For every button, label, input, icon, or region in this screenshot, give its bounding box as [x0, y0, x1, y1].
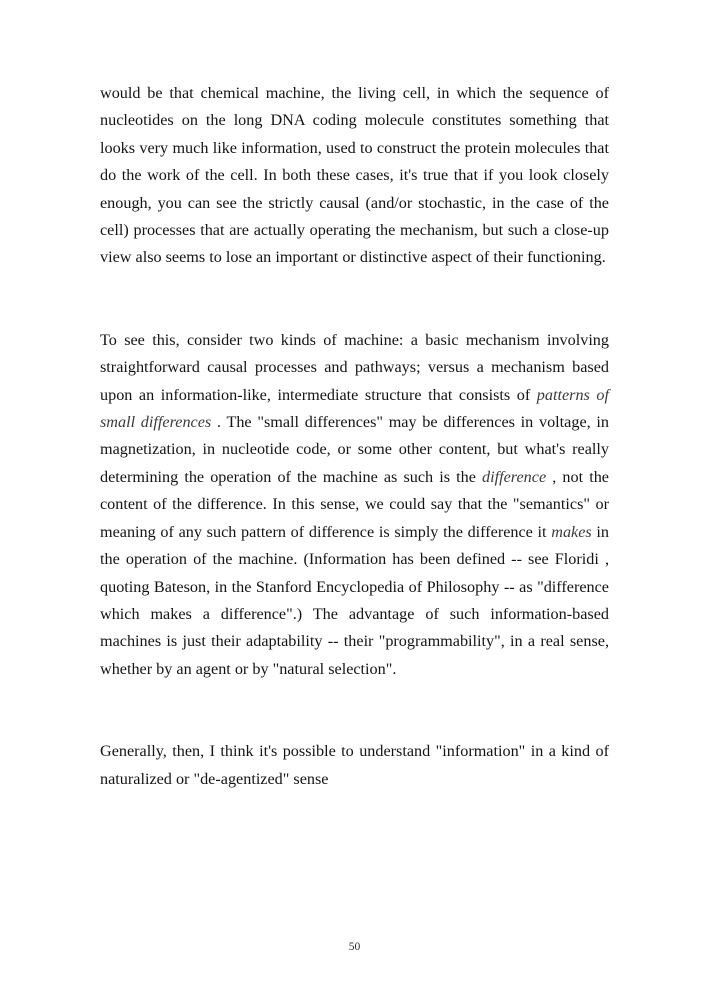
- paragraph-spacer-1: [100, 299, 609, 327]
- paragraph-1-text: would be that chemical machine, the living cell, in which the sequence of nucleotides on the long DNA coding molecule constitutes something that looks very much like information, used to construct the protein molecules that do the work of the cell. In both these cases, it's true that if you look closely enough, you can see the strictly causal (and/or stochastic, in the case of the cell) processes that are actually operating the mechanism, but such a close-up view also seems to lose an important or distinctive aspect of their functioning.: [100, 84, 609, 267]
- page-number: 50: [348, 941, 361, 953]
- paragraph-2-text-part-1: To see this, consider two kinds of machine: a basic mechanism involving straightforward causal processes and pathways; versus a mechanism based upon an information-like, intermediate structure that consists of: [100, 330, 609, 404]
- paragraph-2-text-part-3: , not the content of the difference. In this sense, we could say that the "semantics" or meaning of any such pattern of difference is simply the difference it: [100, 467, 609, 541]
- emphasis-difference: difference: [482, 467, 547, 486]
- paragraph-2: [100, 327, 609, 683]
- page-body: [100, 80, 609, 793]
- paragraph-3: [100, 738, 609, 793]
- paragraph-spacer-2: [100, 710, 609, 738]
- emphasis-makes: makes: [551, 522, 592, 541]
- emphasis-patterns-of-small-differences: patterns of small differences: [100, 385, 610, 432]
- paragraph-2-text-part-4: in the operation of the machine. (Information has been defined -- see Floridi , quoting Bateson, in the Stanford Encyclopedia of Philosophy -- as "difference which makes a difference".) The advantage of such information-based machines is just their adaptability -- their "programmability", in a real sense, whether by an agent or by "natural selection".: [100, 522, 609, 678]
- paragraph-1: [100, 80, 609, 272]
- paragraph-2-text-part-2: . The "small differences" may be differences in voltage, in magnetization, in nucleotide code, or some other content, but what's really determining the operation of the machine as such is the: [100, 413, 609, 486]
- paragraph-3-text: Generally, then, I think it's possible to understand "information" in a kind of naturalized or "de-agentized" sense: [100, 742, 609, 788]
